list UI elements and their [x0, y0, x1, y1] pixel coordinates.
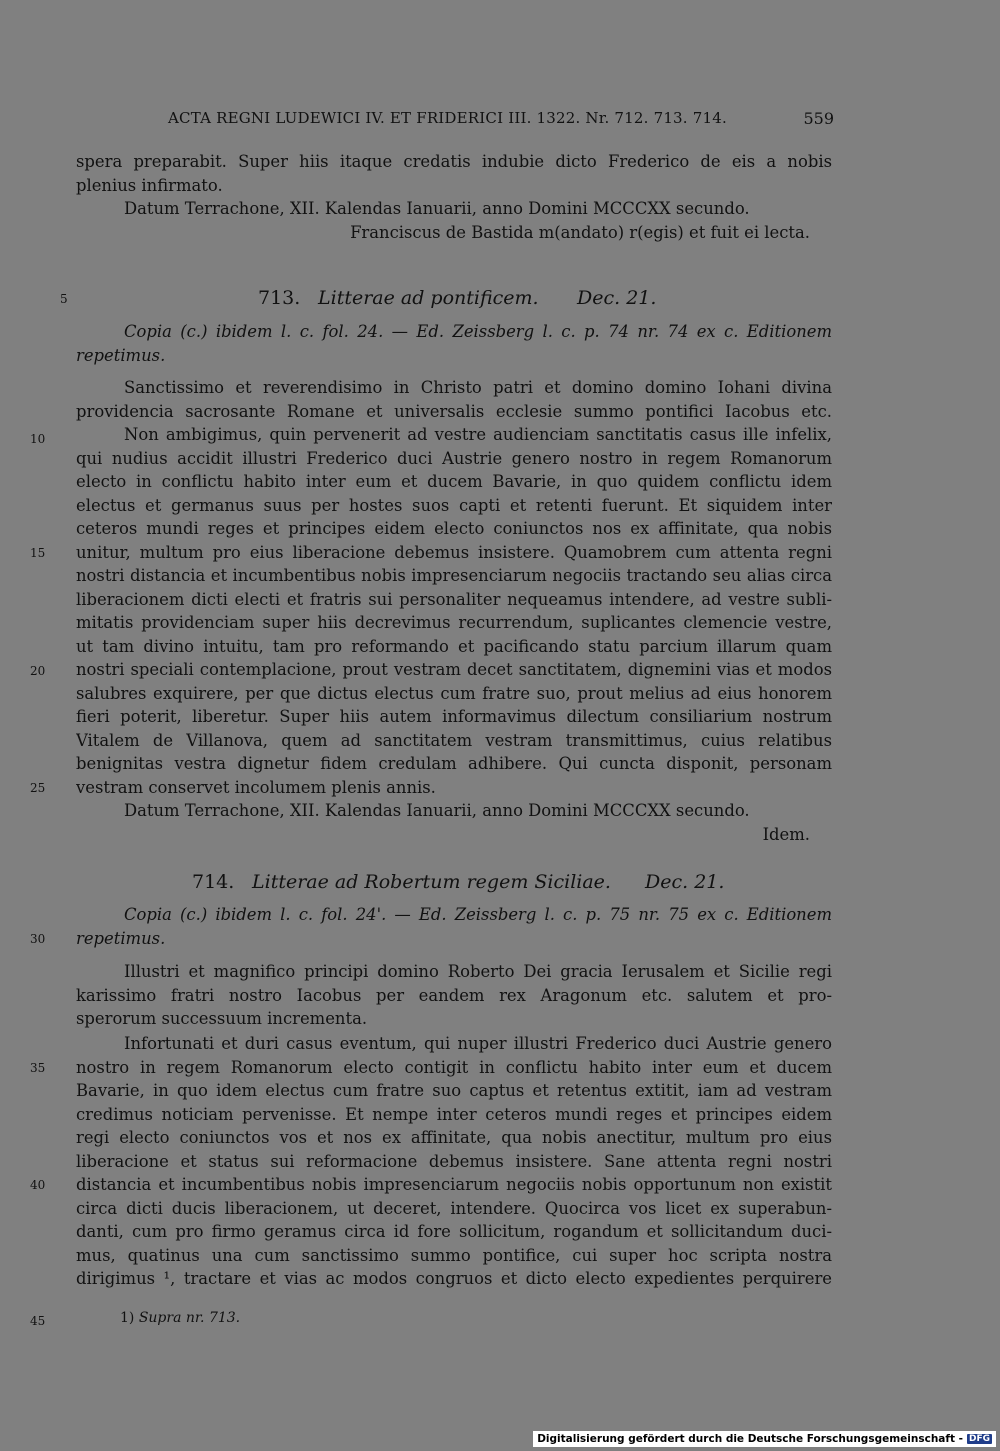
text-line: ceteros mundi reges et principes eidem electo coniunctos nos ex affinitate, qua nobis [76, 519, 832, 538]
doc714-source [76, 903, 832, 950]
footnote-text: Supra nr. 713. [138, 1310, 241, 1326]
text-line: liberacione et status sui reformacione debemus insistere. Sane attenta regni nostri [76, 1151, 832, 1171]
doc-title: Litterae ad Robertum regem Siciliae. [252, 871, 611, 893]
line-number: 5 [60, 292, 68, 306]
text-line: karissimo fratri nostro Iacobus per eandem rex Aragonum etc. salutem et pro- [76, 985, 832, 1005]
line-number: 10 [30, 432, 46, 446]
text-line: danti, cum pro firmo geramus circa id fore sollicitum, rogandum et sollicitandum duci- [76, 1222, 832, 1241]
text-line: mus, quatinus una cum sanctissimo summo pontifice, cui super hoc scripta nostra [76, 1245, 832, 1265]
text-line: electo in conflictu habito inter eum et ducem Bavarie, in quo quidem conflictu idem [76, 472, 832, 491]
doc714-salutation [76, 960, 832, 1031]
doc-title: Litterae ad pontificem. [318, 287, 539, 309]
line-number: 40 [30, 1178, 46, 1192]
text-line: nostri speciali contemplacione, prout vestram decet sanctitatem, dignemini vias et modos [76, 660, 832, 679]
text-line: salubres exquirere, per que dictus electus cum fratre suo, prout melius ad eius honorem [76, 683, 832, 703]
doc712-tail [76, 150, 832, 244]
credit-text: Digitalisierung gefördert durch die Deutsche Forschungsgemeinschaft - [537, 1433, 963, 1445]
signature-line: Franciscus de Bastida m(andato) r(egis) et fuit ei lecta. [350, 222, 810, 242]
text-line: Non ambigimus, quin pervenerit ad vestre audienciam sanctitatis casus ille infelix, [124, 425, 832, 444]
text-line: nostro in regem Romanorum electo contigit in conflictu habito inter eum et ducem [76, 1057, 832, 1077]
line-number: 15 [30, 546, 46, 560]
footnote-mark: 1) [120, 1310, 135, 1326]
text-line: Illustri et magnifico principi domino Roberto Dei gracia Ierusalem et Sicilie regi [124, 962, 832, 981]
text-line: nostri distancia et incumbentibus nobis impresenciarum negociis tractando seu alias circa [76, 566, 832, 585]
text-line: electus et germanus suus per hostes suos capti et retenti fuerunt. Et siquidem inter [76, 495, 832, 515]
text-line: fieri poterit, liberetur. Super hiis autem informavimus dilectum consiliarium nostrum [76, 707, 832, 726]
line-number: 25 [30, 781, 46, 795]
signature-line: Idem. [762, 824, 810, 844]
source-line: repetimus. [76, 928, 166, 948]
dating-line: Datum Terrachone, XII. Kalendas Ianuarii, anno Domini MCCCXX secundo. [124, 199, 750, 218]
line-number: 30 [30, 932, 46, 946]
line-number: 45 [30, 1314, 46, 1328]
source-line: Copia (c.) ibidem l. c. fol. 24'. — Ed. Zeissberg l. c. p. 75 nr. 75 ex c. Editionem [124, 905, 832, 924]
text-line: distancia et incumbentibus nobis impresenciarum negociis nobis opportunum non existit [76, 1175, 832, 1194]
text-line: credimus noticiam pervenisse. Et nempe inter ceteros mundi reges et principes eidem [76, 1104, 832, 1124]
doc-number: 714. [192, 871, 235, 893]
dfg-logo: DFG [968, 1434, 990, 1444]
text-line: ut tam divino intuitu, tam pro reformando et pacificando statu parcium illarum quam [76, 636, 832, 656]
text-line: qui nudius accidit illustri Frederico duci Austrie genero nostro in regem Romanorum [76, 448, 832, 468]
text-line: Vitalem de Villanova, quem ad sanctitatem vestram transmittimus, cuius relatibus [76, 730, 832, 750]
text-line: Bavarie, in quo idem electus cum fratre suo captus et retentus extitit, iam ad vestram [76, 1081, 832, 1100]
doc714-body [76, 1032, 832, 1291]
text-line: Sanctissimo et reverendisimo in Christo patri et domino domino Iohani divina [124, 378, 832, 397]
text-line: sperorum successuum incrementa. [76, 1009, 368, 1028]
text-line: dirigimus ¹, tractare et vias ac modos congruos et dicto electo expedientes perquirere [76, 1269, 832, 1288]
running-title: ACTA REGNI LUDEWICI IV. ET FRIDERICI III. 1322. Nr. 712. 713. 714. [168, 109, 727, 127]
text-line: vestram conservet incolumem plenis annis. [76, 777, 436, 797]
text-line: regi electo coniunctos vos et nos ex affinitate, qua nobis anectitur, multum pro eius [76, 1128, 832, 1147]
source-line: Copia (c.) ibidem l. c. fol. 24. — Ed. Zeissberg l. c. p. 74 nr. 74 ex c. Editionem [124, 322, 832, 341]
source-line: repetimus. [76, 345, 166, 365]
text-line: Infortunati et duri casus eventum, qui nuper illustri Frederico duci Austrie genero [124, 1034, 832, 1053]
footnote [120, 1310, 240, 1326]
doc-number: 713. [258, 287, 301, 309]
running-header [0, 107, 1000, 137]
text-line: benignitas vestra dignetur fidem credulam adhibere. Qui cuncta disponit, personam [76, 754, 832, 773]
text-line: plenius infirmato. [76, 175, 223, 195]
text-line: unitur, multum pro eius liberacione debemus insistere. Quamobrem cum attenta regni [76, 542, 832, 562]
doc713-source [76, 320, 832, 367]
dating-line: Datum Terrachone, XII. Kalendas Ianuarii, anno Domini MCCCXX secundo. [124, 801, 750, 820]
doc713-body [76, 376, 832, 846]
text-line: mitatis providenciam super hiis decrevimus recurrendum, suplicantes clemencie vestre, [76, 613, 832, 632]
doc-date: Dec. 21. [577, 287, 657, 309]
text-line: circa dicti ducis liberacionem, ut deceret, intendere. Quocirca vos licet ex superabun- [76, 1198, 832, 1218]
line-number: 35 [30, 1061, 46, 1075]
line-number: 20 [30, 664, 46, 678]
page-number: 559 [803, 109, 834, 128]
text-line: providencia sacrosante Romane et universalis ecclesie summo pontifici Iacobus etc. [76, 401, 832, 421]
text-line: spera preparabit. Super hiis itaque credatis indubie dicto Frederico de eis a nobis [76, 152, 832, 171]
digitization-credit [533, 1431, 996, 1447]
text-line: liberacionem dicti electi et fratris sui personaliter nequeamus intendere, ad vestre subli- [76, 589, 832, 609]
doc-date: Dec. 21. [645, 871, 725, 893]
